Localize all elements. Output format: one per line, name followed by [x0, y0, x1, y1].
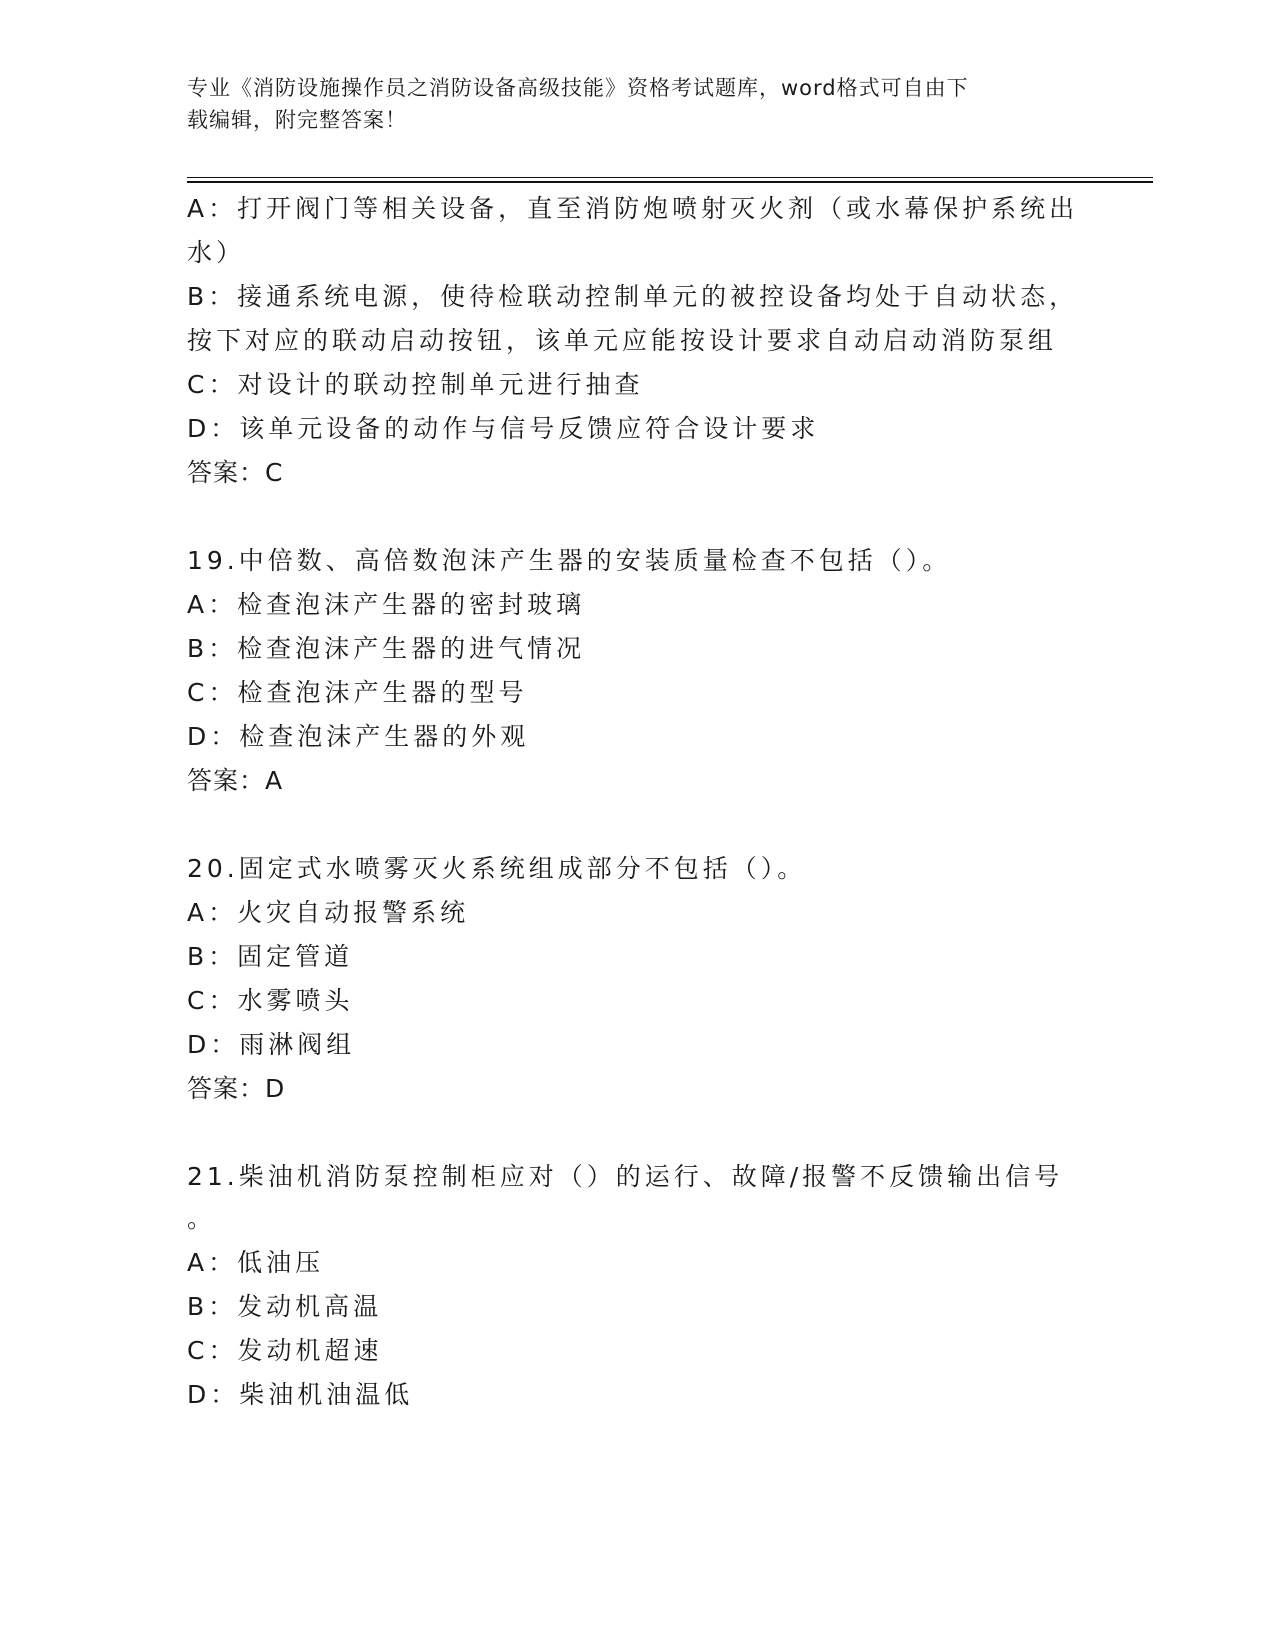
q21-question-line-2: 。 — [187, 1204, 217, 1233]
q18-option-a-line-1: A：打开阀门等相关设备，直至消防炮喷射灭火剂（或水幕保护系统出 — [187, 194, 1079, 223]
q19-option-b: B：检查泡沫产生器的进气情况 — [187, 634, 586, 663]
q18-option-d: D：该单元设备的动作与信号反馈应符合设计要求 — [187, 414, 820, 443]
q21-option-a: A：低油压 — [187, 1248, 325, 1277]
q19-question: 19.中倍数、高倍数泡沫产生器的安装质量检查不包括（）。 — [187, 546, 952, 575]
q19-option-d: D：检查泡沫产生器的外观 — [187, 722, 530, 751]
q20-option-d: D：雨淋阀组 — [187, 1030, 356, 1059]
q19-option-a: A：检查泡沫产生器的密封玻璃 — [187, 590, 586, 619]
header-line-1: 专业《消防设施操作员之消防设备高级技能》资格考试题库，word格式可自由下 — [187, 76, 969, 100]
header-divider-thick — [187, 181, 1153, 183]
header-divider-thin — [187, 177, 1153, 178]
q18-answer: 答案：C — [187, 458, 284, 487]
document-header — [187, 72, 1067, 136]
q19-answer: 答案：A — [187, 766, 284, 795]
q21-option-c: C：发动机超速 — [187, 1336, 383, 1365]
q20-option-a: A：火灾自动报警系统 — [187, 898, 470, 927]
q18-option-b-line-2: 按下对应的联动启动按钮，该单元应能按设计要求自动启动消防泵组 — [187, 326, 1058, 355]
header-line-2: 载编辑，附完整答案！ — [187, 108, 407, 132]
q18-option-b-line-1: B：接通系统电源，使待检联动控制单元的被控设备均处于自动状态， — [187, 282, 1079, 311]
q20-option-c: C：水雾喷头 — [187, 986, 354, 1015]
q21-question-line-1: 21.柴油机消防泵控制柜应对（）的运行、故障/报警不反馈输出信号 — [187, 1162, 1064, 1191]
q20-answer: 答案：D — [187, 1074, 286, 1103]
q21-option-d: D：柴油机油温低 — [187, 1380, 414, 1409]
q20-question: 20.固定式水喷雾灭火系统组成部分不包括（）。 — [187, 854, 807, 883]
q19-option-c: C：检查泡沫产生器的型号 — [187, 678, 528, 707]
q20-option-b: B：固定管道 — [187, 942, 354, 971]
q18-option-a-line-2: 水） — [187, 238, 246, 267]
q21-option-b: B：发动机高温 — [187, 1292, 383, 1321]
q18-option-c: C：对设计的联动控制单元进行抽查 — [187, 370, 644, 399]
